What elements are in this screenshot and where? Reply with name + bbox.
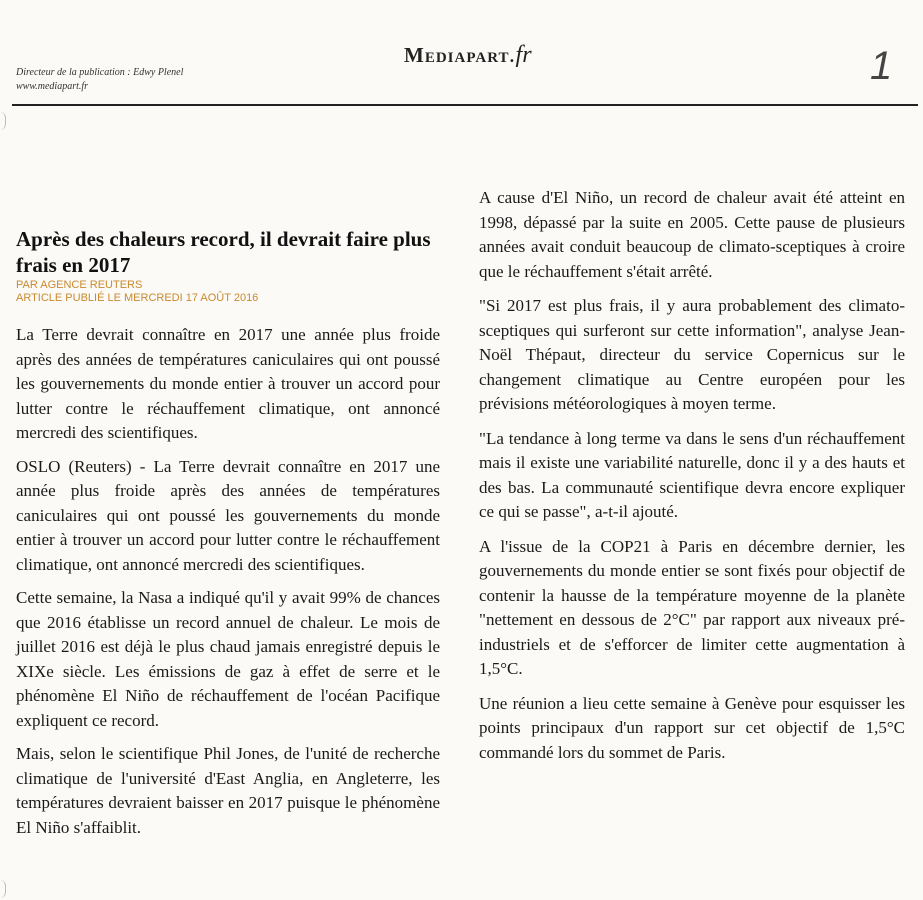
masthead-meta bbox=[16, 66, 183, 94]
binder-hole-mark bbox=[0, 112, 6, 130]
article-byline-author: PAR AGENCE REUTERS bbox=[16, 279, 143, 291]
paragraph: Mais, selon le scientifique Phil Jones, de l'unité de recherche climatique de l'université d'East Anglia, en Angleterre, les températures devraient baisser en 2017 puisque le phénomène El Niño s'affaiblit. bbox=[16, 744, 440, 837]
article-body-left bbox=[16, 323, 440, 840]
logo-extension: .fr bbox=[509, 42, 532, 68]
paragraph: Une réunion a lieu cette semaine à Genève pour esquisser les points principaux d'un rapport sur cet objectif de 1,5°C commandé lors du sommet de Paris. bbox=[479, 693, 905, 762]
mediapart-logo bbox=[404, 42, 532, 69]
page-number: 1 bbox=[870, 44, 893, 88]
paragraph: "La tendance à long terme va dans le sens d'un réchauffement mais il existe une variabilité naturelle, donc il y a des hauts et des bas. La communauté scientifique devra encore expliquer ce qui se passe", a-t-il ajouté. bbox=[479, 428, 905, 521]
article-byline-date: ARTICLE PUBLIÉ LE MERCREDI 17 AOÛT 2016 bbox=[16, 292, 259, 304]
paragraph: A cause d'El Niño, un record de chaleur avait été atteint en 1998, dépassé par la suite en 2005. Cette pause de plusieurs années avait conduit beaucoup de climato-sceptiques à croire que le réchauffement s'était arrêté. bbox=[479, 188, 905, 281]
publication-director: Directeur de la publication : Edwy Plenel bbox=[16, 67, 184, 78]
article-column-right bbox=[479, 186, 905, 775]
paragraph: La Terre devrait connaître en 2017 une année plus froide après des années de températures caniculaires qui ont poussé les gouvernements du monde entier à trouver un accord pour lutter contre le réchauffement climatique, ont annoncé mercredi des scientifiques. bbox=[16, 325, 440, 442]
logo-name: Mediapart bbox=[404, 43, 510, 67]
paragraph: A l'issue de la COP21 à Paris en décembre dernier, les gouvernements du monde entier se sont fixés pour objectif de contenir la hausse de la température moyenne de la planète "nettement en dessous de 2°C" par rapport aux niveaux pré-industriels et de s'efforcer de limiter cette augmentation à 1,5°C. bbox=[479, 536, 905, 678]
binder-hole-mark bbox=[0, 880, 6, 898]
article-column-left bbox=[16, 226, 440, 849]
paragraph: OSLO (Reuters) - La Terre devrait connaître en 2017 une année plus froide après des années de températures caniculaires qui ont poussé les gouvernements du monde entier à trouver un accord pour lutter contre le réchauffement climatique, ont annoncé mercredi des scientifiques. bbox=[16, 456, 440, 574]
paragraph: Cette semaine, la Nasa a indiqué qu'il y avait 99% de chances que 2016 établisse un record annuel de chaleur. Le mois de juillet 2016 est déjà le plus chaud jamais enregistré depuis le XIXe siècle. Les émissions de gaz à effet de serre et le phénomène El Niño de réchauffement de l'océan Pacifique expliquent ce record. bbox=[16, 588, 440, 730]
header-rule bbox=[12, 104, 918, 106]
website-url: www.mediapart.fr bbox=[16, 81, 89, 92]
paragraph: "Si 2017 est plus frais, il y aura probablement des climato-sceptiques qui surferont sur cette information", analyse Jean-Noël Thépaut, directeur du service Copernicus sur le changement climatique au Centre européen pour les prévisions météorologiques à moyen terme. bbox=[479, 296, 905, 413]
article-title: Après des chaleurs record, il devrait faire plus frais en 2017 bbox=[16, 227, 431, 277]
